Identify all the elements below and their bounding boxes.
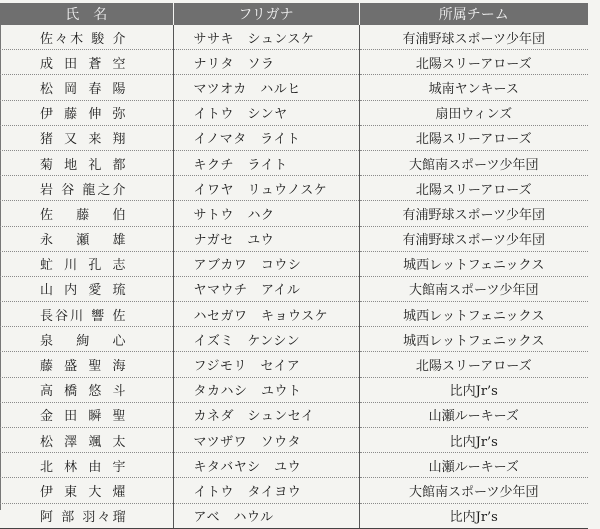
- player-name: 藤 盛 聖 海: [0, 352, 173, 377]
- player-team: 比内Jr’s: [359, 377, 588, 402]
- player-furigana: ササキ シュンスケ: [173, 25, 359, 50]
- player-team: 有浦野球スポーツ少年団: [359, 226, 588, 251]
- player-name: 佐々木 駿 介: [0, 25, 173, 50]
- player-furigana: マツオカ ハルヒ: [173, 75, 359, 100]
- player-team: 比内Jr’s: [359, 503, 588, 528]
- player-name: 北 林 由 宇: [0, 453, 173, 478]
- table-row: [0, 402, 588, 427]
- player-team: 大館南スポーツ少年団: [359, 150, 588, 175]
- table-row: [0, 201, 588, 226]
- player-name: 岩 谷 龍之介: [0, 176, 173, 201]
- player-team: 比内Jr’s: [359, 428, 588, 453]
- table-row: [0, 302, 588, 327]
- player-name: 伊 東 大 燿: [0, 478, 173, 503]
- column-header-team: 所属チーム: [359, 3, 588, 25]
- player-name: 伊 藤 伸 弥: [0, 100, 173, 125]
- player-name: 菊 地 礼 都: [0, 150, 173, 175]
- table-row: [0, 377, 588, 402]
- table-row: [0, 327, 588, 352]
- player-furigana: アベ ハウル: [173, 503, 359, 528]
- player-name: 永 瀬 雄: [0, 226, 173, 251]
- player-furigana: サトウ ハク: [173, 201, 359, 226]
- table-row: [0, 453, 588, 478]
- player-name: 金 田 瞬 聖: [0, 402, 173, 427]
- table-row: [0, 25, 588, 50]
- table-row: [0, 100, 588, 125]
- header-row: [0, 3, 588, 25]
- player-team: 城西レットフェニックス: [359, 302, 588, 327]
- player-name: 山 内 愛 琉: [0, 276, 173, 301]
- table-row: [0, 226, 588, 251]
- table-row: [0, 276, 588, 301]
- player-team: 有浦野球スポーツ少年団: [359, 25, 588, 50]
- player-name: 泉 絢 心: [0, 327, 173, 352]
- column-header-furigana: フリガナ: [173, 3, 359, 25]
- table-row: [0, 176, 588, 201]
- column-header-name: 氏 名: [0, 3, 173, 25]
- table-row: [0, 428, 588, 453]
- player-furigana: イズミ ケンシン: [173, 327, 359, 352]
- player-furigana: ナリタ ソラ: [173, 50, 359, 75]
- player-team: 有浦野球スポーツ少年団: [359, 201, 588, 226]
- player-team: 山瀬ルーキーズ: [359, 402, 588, 427]
- player-name: 虻 川 孔 志: [0, 251, 173, 276]
- player-name: 長谷川 響 佐: [0, 302, 173, 327]
- player-name: 佐 藤 伯: [0, 201, 173, 226]
- table-row: [0, 251, 588, 276]
- roster-sheet: [0, 3, 588, 529]
- player-furigana: マツザワ ソウタ: [173, 428, 359, 453]
- player-furigana: イノマタ ライト: [173, 125, 359, 150]
- player-team: 城西レットフェニックス: [359, 251, 588, 276]
- player-furigana: イトウ シンヤ: [173, 100, 359, 125]
- player-furigana: キタバヤシ ユウ: [173, 453, 359, 478]
- player-furigana: タカハシ ユウト: [173, 377, 359, 402]
- player-team: 大館南スポーツ少年団: [359, 276, 588, 301]
- table-row: [0, 352, 588, 377]
- player-team: 城西レットフェニックス: [359, 327, 588, 352]
- player-team: 大館南スポーツ少年団: [359, 478, 588, 503]
- player-furigana: ヤマウチ アイル: [173, 276, 359, 301]
- player-name: 成 田 蒼 空: [0, 50, 173, 75]
- player-team: 北陽スリーアローズ: [359, 176, 588, 201]
- table-row: [0, 50, 588, 75]
- player-name: 高 橋 悠 斗: [0, 377, 173, 402]
- player-name: 松 岡 春 陽: [0, 75, 173, 100]
- player-team: 扇田ウィンズ: [359, 100, 588, 125]
- player-furigana: イトウ タイヨウ: [173, 478, 359, 503]
- player-furigana: アブカワ コウシ: [173, 251, 359, 276]
- table-row: [0, 478, 588, 503]
- player-team: 北陽スリーアローズ: [359, 125, 588, 150]
- player-team: 北陽スリーアローズ: [359, 352, 588, 377]
- table-row: [0, 125, 588, 150]
- table-row: [0, 503, 588, 528]
- table-row: [0, 150, 588, 175]
- player-furigana: キクチ ライト: [173, 150, 359, 175]
- player-furigana: イワヤ リュウノスケ: [173, 176, 359, 201]
- player-furigana: ハセガワ キョウスケ: [173, 302, 359, 327]
- player-team: 北陽スリーアローズ: [359, 50, 588, 75]
- player-furigana: フジモリ セイア: [173, 352, 359, 377]
- player-name: 阿 部 羽々瑠: [0, 503, 173, 528]
- roster-body: [0, 25, 588, 528]
- player-team: 城南ヤンキース: [359, 75, 588, 100]
- player-team: 山瀬ルーキーズ: [359, 453, 588, 478]
- player-name: 猪 又 来 翔: [0, 125, 173, 150]
- player-furigana: カネダ シュンセイ: [173, 402, 359, 427]
- player-furigana: ナガセ ユウ: [173, 226, 359, 251]
- player-roster-table: [0, 3, 588, 529]
- player-name: 松 澤 颯 太: [0, 428, 173, 453]
- table-row: [0, 75, 588, 100]
